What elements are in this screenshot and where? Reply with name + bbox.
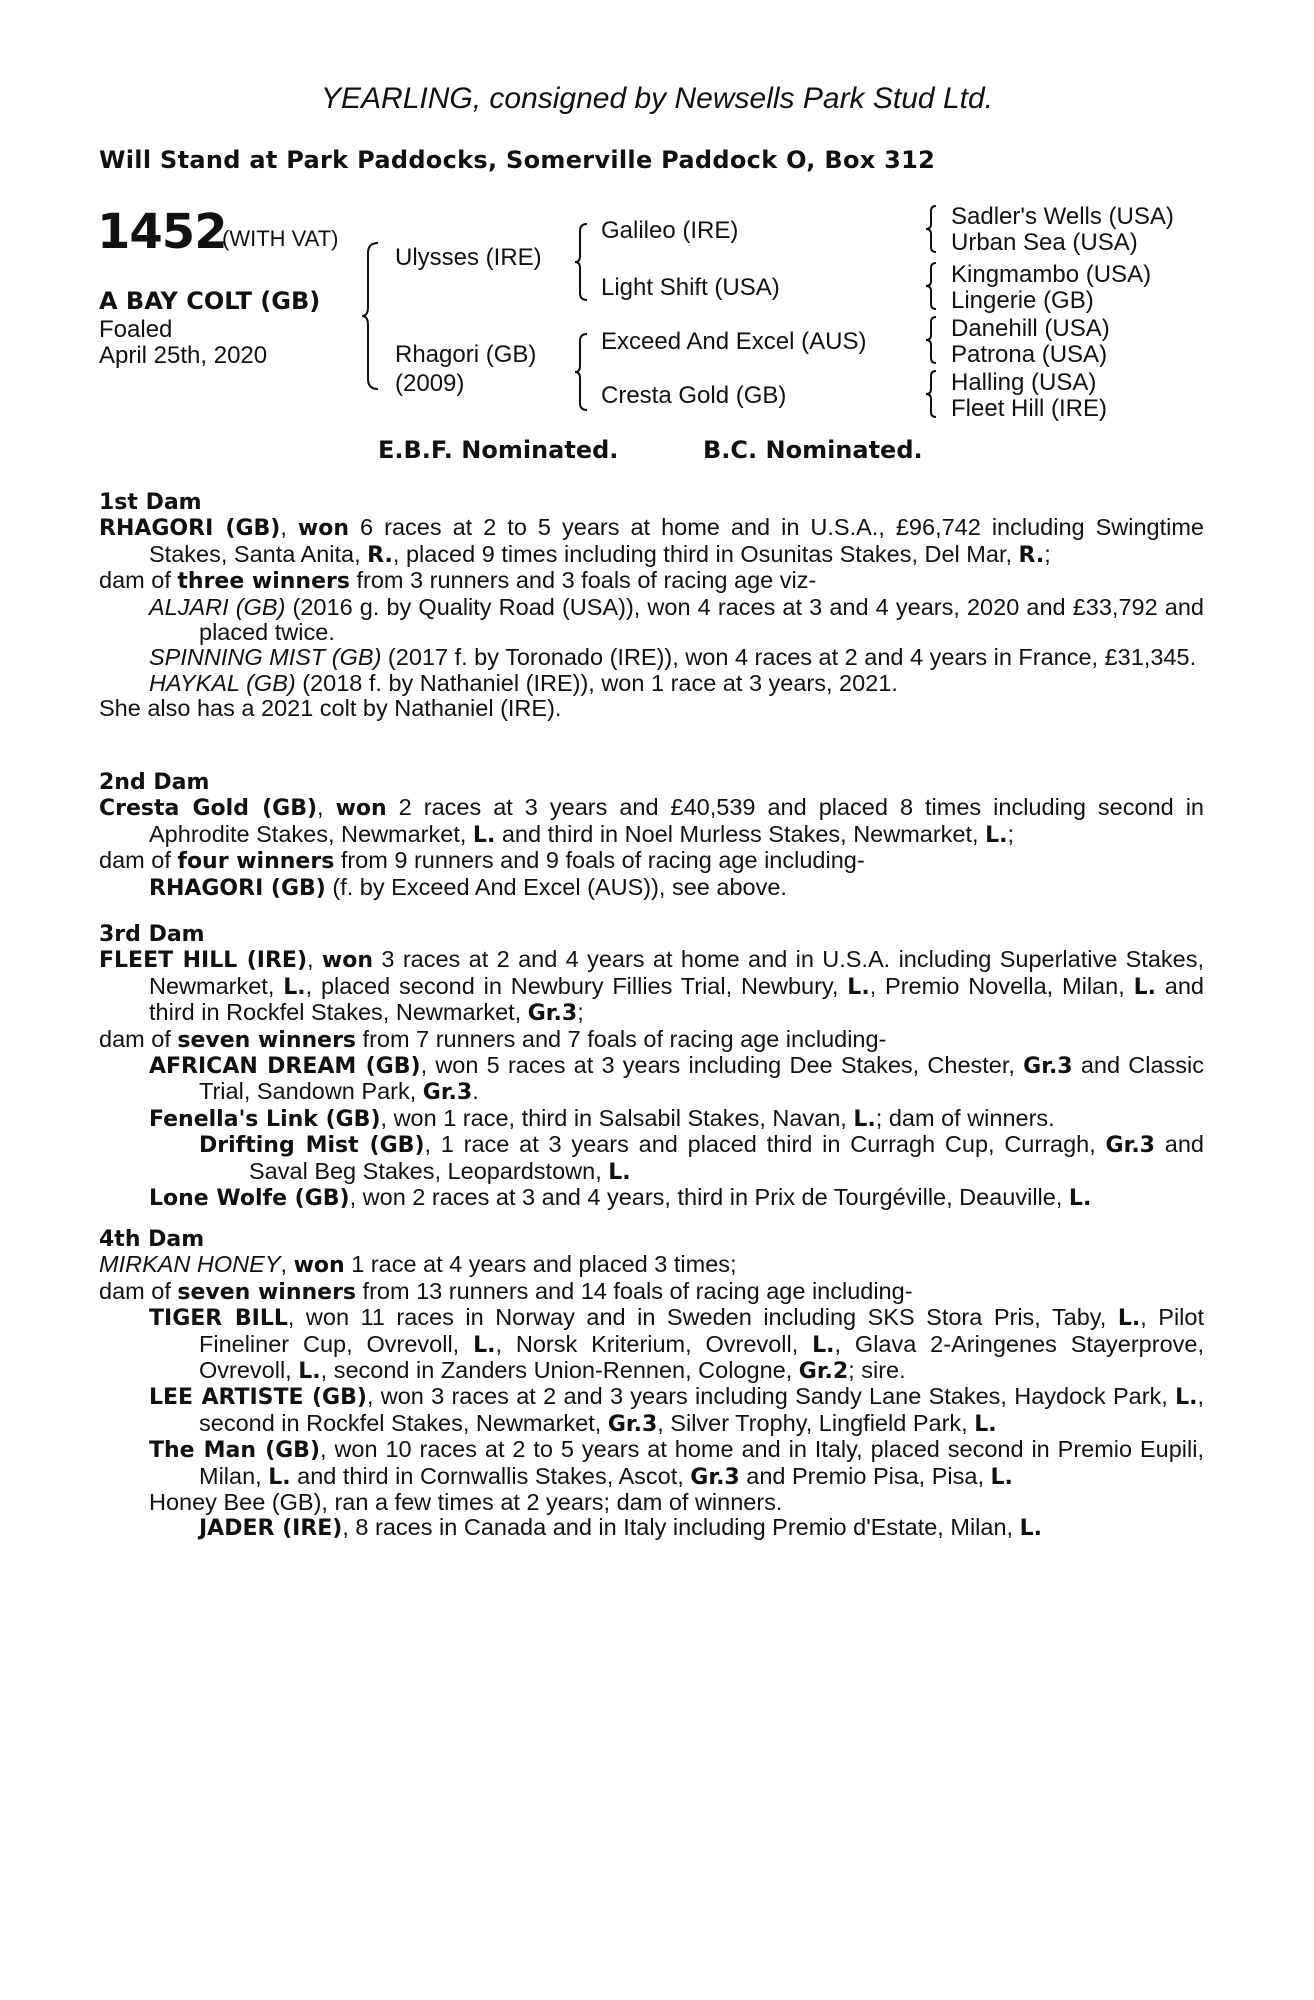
section-heading: 1st Dam [99,490,202,515]
pedigree-gg-7: Halling (USA) [951,369,1097,396]
second-dam-section [99,770,1204,901]
race-grade: Gr.2 [798,1359,849,1385]
race-grade: Gr.3 [422,1080,473,1106]
progeny-name: AFRICAN DREAM (GB) [149,1054,421,1080]
record-text: ; [577,999,584,1026]
dam-record: MIRKAN HONEY, won 1 race at 4 years and placed 3 times; [99,1251,737,1279]
race-grade: L. [1175,1385,1198,1411]
race-grade: L. [812,1332,835,1358]
dam-of-line [99,568,1204,594]
progeny-name: LEE ARTISTE (GB) [149,1385,367,1411]
record-text: , placed second in Newbury Fillies Trial, Newbury, [305,972,848,999]
record-text: 2 races at 3 years and £40,539 and placed 8 times including second in Aphrodite Stakes, Newmarket, [149,794,1204,847]
progeny-name: Lone Wolfe (GB) [149,1186,350,1212]
lot-number: 1452 [97,204,227,260]
pedigree-dam-sire: Exceed And Excel (AUS) [601,328,867,355]
also-note: She also has a 2021 colt by Nathaniel (IRE). [99,695,562,722]
progeny-entry [99,1515,1204,1541]
record-text: , won 5 races at 3 years including Dee Stakes, Chester, [420,1052,1024,1079]
ebf-nominated: E.B.F. Nominated. [378,436,619,464]
third-dam-section [99,922,1204,1211]
record-text: ; dam of winners. [875,1104,1055,1131]
record-text: , Premio Novella, Milan, [869,972,1134,999]
section-heading: 4th Dam [99,1227,205,1252]
record-text: and third in Rockfel Stakes, Newmarket, [149,972,1204,1026]
progeny-entry [99,1437,1204,1490]
progeny-name: HAYKAL (GB) [149,669,296,696]
progeny-entry [99,875,1204,901]
bc-nominated: B.C. Nominated. [703,436,923,464]
record-text: and Classic Trial, Sandown Park, [199,1052,1205,1105]
fourth-dam-section [99,1227,1204,1542]
progeny-entry [99,645,1204,670]
pedigree-dam-dam: Cresta Gold (GB) [601,382,787,409]
race-grade: L. [847,974,870,1000]
dam-record: RHAGORI (GB), won 6 races at 2 to 5 years at home and in U.S.A., £96,742 including Swingtime Stakes, Santa Anita, R., placed 9 times including third in Osunitas Stakes, Del Mar, R.; [99,514,1205,568]
record-text: , placed 9 times including third in Osunitas Stakes, Del Mar, [392,540,1019,567]
pedigree-sire-dam: Light Shift (USA) [601,274,780,301]
progeny-name: ALJARI (GB) [149,593,286,620]
record-text: , 8 races in Canada and in Italy including Premio d'Estate, Milan, [342,1514,1020,1541]
dam-name: RHAGORI (GB) [99,516,281,542]
race-grade: L. [473,1332,496,1358]
stand-location: Will Stand at Park Paddocks, Somerville Paddock O, Box 312 [99,146,936,174]
pedigree-gg-1: Sadler's Wells (USA) [951,203,1174,230]
pedigree-gg-5: Danehill (USA) [951,315,1110,342]
pedigree-gg-4: Lingerie (GB) [951,287,1094,314]
pedigree-gg-3: Kingmambo (USA) [951,261,1152,288]
dam-of-line [99,1027,1204,1053]
race-grade: L. [608,1159,631,1185]
race-grade: L. [974,1411,997,1437]
pedigree-sire: Ulysses (IRE) [395,244,542,271]
race-grade: L. [268,1464,291,1490]
record-text: (2017 f. by Toronado (IRE)), won 4 races at 2 and 4 years in France, £31,345. [381,644,1197,671]
record-text: from 7 runners and 7 foals of racing age including- [356,1025,887,1052]
record-text: (2018 f. by Nathaniel (IRE)), won 1 race at 3 years, 2021. [295,669,898,696]
race-grade: Gr.3 [1105,1133,1155,1159]
dam-record: Cresta Gold (GB), won 2 races at 3 years and £40,539 and placed 8 times including second in Aphrodite Stakes, Newmarket, L. and third in Noel Murless Stakes, Newmarket, L.; [99,794,1204,848]
record-text: 3 races at 2 and 4 years at home and in U.S.A. including Superlative Stakes, Newmarket, [149,946,1205,999]
record-text: dam of [99,1025,178,1052]
race-grade: L. [1019,1516,1042,1542]
winners-count: three winners [177,569,350,595]
race-grade: L. [853,1106,876,1132]
foaled-date: April 25th, 2020 [99,342,268,369]
record-text: and Premio Pisa, Pisa, [739,1462,991,1489]
dam-name: Cresta Gold (GB) [99,796,318,822]
pedigree-gg-2: Urban Sea (USA) [951,229,1138,256]
race-grade: L. [1068,1186,1092,1212]
won-label: won [321,948,374,974]
pedigree-brace-sire [575,222,591,302]
progeny-entry [99,671,1204,696]
record-text: , Norsk Kriterium, Ovrevoll, [495,1330,813,1357]
record-text: 6 races at 2 to 5 years at home and in U.S.A., £96,742 including Swingtime Stakes, Santa Anita, [149,514,1205,567]
progeny-entry [99,1185,1204,1211]
progeny-entry [99,1053,1204,1106]
pedigree-sire-sire: Galileo (IRE) [601,217,739,244]
progeny-name: Fenella's Link (GB) [149,1106,381,1132]
dam-name: FLEET HILL (IRE) [99,948,308,974]
pedigree-brace-dam [575,332,591,412]
progeny-entry [99,1384,1204,1437]
pedigree-gg-8: Fleet Hill (IRE) [951,395,1108,422]
record-text: . [472,1078,479,1105]
winners-count: seven winners [177,1027,357,1053]
record-text: , Silver Trophy, Lingfield Park, [657,1409,975,1436]
pedigree-brace-gg4 [926,369,940,419]
dam-name: MIRKAN HONEY [99,1251,281,1278]
race-grade: L. [1117,1306,1141,1332]
record-text: , Pilot Fineliner Cup, Ovrevoll, [199,1304,1204,1357]
progeny-name: SPINNING MIST (GB) [149,644,382,671]
horse-description: A BAY COLT (GB) [99,287,321,315]
progeny-name: Drifting Mist (GB) [199,1133,425,1159]
vat-note: (WITH VAT) [222,226,339,251]
record-text: , won 11 races in Norway and in Sweden including SKS Stora Pris, Taby, [287,1304,1118,1331]
progeny-name: JADER (IRE) [199,1516,343,1542]
race-grade: L. [283,974,306,1000]
progeny-entry [99,1106,1204,1132]
won-label: won [335,796,387,822]
progeny-entry [99,1305,1204,1384]
record-text: , won 10 races at 2 to 5 years at home and in Italy, placed second in Premio Eupili, Milan, [199,1436,1204,1489]
progeny-entry: Honey Bee (GB), ran a few times at 2 years; dam of winners. [149,1489,783,1516]
record-text: ; sire. [848,1357,906,1384]
page-title: YEARLING, consigned by Newsells Park Stud Ltd. [321,82,993,115]
record-text: dam of [99,847,178,874]
record-text: dam of [99,1277,178,1304]
record-text: dam of [99,567,178,594]
record-text: 1 race at 4 years and placed 3 times; [344,1251,737,1278]
pedigree-brace-main [362,241,382,391]
pedigree-brace-gg1 [926,204,940,254]
dam-of-line [99,1279,1204,1305]
progeny-name: TIGER BILL [149,1306,288,1332]
record-text: (f. by Exceed And Excel (AUS)), see above. [325,873,787,900]
winners-count: four winners [177,849,335,875]
section-heading: 3rd Dam [99,922,205,947]
race-grade: Gr.3 [607,1411,658,1437]
race-grade: L. [990,1464,1013,1490]
record-text: , won 1 race, third in Salsabil Stakes, Navan, [380,1104,854,1131]
won-label: won [297,516,350,542]
dam-record: FLEET HILL (IRE), won 3 races at 2 and 4 years at home and in U.S.A. including Superlative Stakes, Newmarket, L., placed second in Newbury Fillies Trial, Newbury, L., Premio Novella, Milan, L. and third in Rockfel Stakes, Newmarket, Gr.3; [99,946,1205,1027]
record-text: from 13 runners and 14 foals of racing age including- [356,1277,913,1304]
record-text: , 1 race at 3 years and placed third in Curragh Cup, Curragh, [424,1131,1106,1158]
race-grade: Gr.3 [527,1001,578,1027]
section-heading: 2nd Dam [99,770,210,795]
race-grade: R. [1018,542,1045,568]
progeny-entry [99,1132,1204,1185]
pedigree-dam-year: (2009) [395,370,465,397]
progeny-name: RHAGORI (GB) [149,875,326,901]
record-text: from 3 runners and 3 foals of racing age viz- [349,567,817,594]
record-text: ; [1007,820,1015,847]
pedigree-gg-6: Patrona (USA) [951,341,1108,368]
foaled-label: Foaled [99,316,173,343]
winners-count: seven winners [177,1279,357,1305]
record-text: , Glava 2-Aringenes Stayerprove, Ovrevoll, [199,1330,1204,1384]
record-text: , won 3 races at 2 and 3 years including Sandy Lane Stakes, Haydock Park, [366,1383,1176,1410]
record-text: ; [1044,540,1051,567]
record-text: and third in Noel Murless Stakes, Newmarket, [495,820,986,847]
pedigree-brace-gg2 [926,261,940,311]
race-grade: R. [367,542,393,568]
record-text: from 9 runners and 9 foals of racing age including- [334,847,865,874]
race-grade: Gr.3 [690,1464,740,1490]
won-label: won [293,1253,345,1279]
race-grade: L. [985,822,1008,848]
pedigree-brace-gg3 [926,315,940,365]
record-text: , second in Rockfel Stakes, Newmarket, [199,1383,1205,1436]
first-dam-section [99,490,1204,722]
progeny-entry [99,595,1204,646]
pedigree-dam: Rhagori (GB) [395,341,537,368]
race-grade: L. [1133,974,1156,1000]
record-text: , second in Zanders Union-Rennen, Cologne, [320,1357,799,1384]
race-grade: Gr.3 [1023,1054,1073,1080]
record-text: , won 2 races at 3 and 4 years, third in Prix de Tourgéville, Deauville, [349,1184,1069,1211]
race-grade: L. [298,1359,321,1385]
record-text: and third in Cornwallis Stakes, Ascot, [290,1462,691,1489]
record-text: and Saval Beg Stakes, Leopardstown, [249,1131,1204,1184]
dam-of-line [99,848,1204,874]
race-grade: L. [472,822,496,848]
record-text: (2016 g. by Quality Road (USA)), won 4 races at 3 and 4 years, 2020 and £33,792 and placed twice. [199,593,1204,646]
progeny-name: The Man (GB) [149,1438,321,1464]
